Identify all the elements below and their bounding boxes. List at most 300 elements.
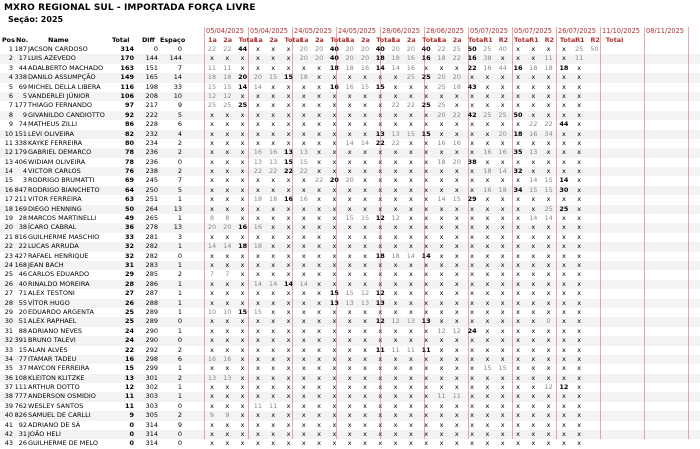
table-row bbox=[0, 101, 700, 110]
score-cell: x bbox=[424, 289, 429, 298]
score-cell: x bbox=[332, 345, 337, 354]
score-cell: 14 bbox=[421, 251, 431, 260]
score-cell: x bbox=[424, 204, 429, 213]
rider-number: 9 bbox=[22, 110, 27, 119]
score-cell: x bbox=[393, 82, 398, 91]
table-row bbox=[0, 392, 700, 401]
pos: 22 bbox=[4, 242, 13, 251]
score-cell: x bbox=[225, 167, 230, 176]
score-cell: x bbox=[531, 138, 536, 147]
score-cell: x bbox=[317, 336, 322, 345]
score-cell: x bbox=[240, 54, 245, 63]
espaco: 1 bbox=[177, 214, 182, 223]
table-row bbox=[0, 308, 700, 317]
score-cell: x bbox=[546, 138, 551, 147]
score-cell: x bbox=[531, 195, 536, 204]
col-total: Total bbox=[112, 36, 130, 44]
score-cell: x bbox=[378, 167, 383, 176]
score-cell: x bbox=[378, 383, 383, 392]
score-cell: x bbox=[255, 289, 260, 298]
score-cell: x bbox=[454, 430, 459, 439]
score-cell: x bbox=[393, 383, 398, 392]
score-cell: x bbox=[531, 289, 536, 298]
round-header: Total bbox=[468, 36, 486, 44]
total-points: 15 bbox=[124, 364, 134, 373]
score-cell: x bbox=[347, 392, 352, 401]
rider-name: WIDIAM OLIVEIRA bbox=[28, 157, 86, 166]
score-cell: x bbox=[485, 223, 490, 232]
score-cell: x bbox=[286, 82, 291, 91]
table-row bbox=[0, 148, 700, 157]
score-cell: x bbox=[408, 439, 413, 448]
rider-name: DANILO ASSUMPÇÃO bbox=[28, 73, 96, 82]
table-row bbox=[0, 242, 700, 251]
score-cell: 29 bbox=[467, 195, 477, 204]
score-cell: x bbox=[210, 204, 214, 213]
table-row bbox=[0, 364, 700, 373]
score-cell: x bbox=[271, 430, 276, 439]
score-cell: x bbox=[393, 430, 398, 439]
total-points: 78 bbox=[124, 157, 134, 166]
rider-name: ADRIANO DE SÁ bbox=[28, 420, 81, 429]
score-cell: 20 bbox=[345, 45, 354, 53]
score-cell: x bbox=[561, 73, 566, 82]
score-cell: x bbox=[317, 251, 322, 260]
score-cell: x bbox=[393, 364, 398, 373]
pos: 13 bbox=[4, 157, 13, 166]
score-cell: x bbox=[225, 232, 230, 241]
score-cell: x bbox=[363, 317, 367, 326]
score-cell: x bbox=[408, 354, 413, 363]
score-cell: x bbox=[424, 411, 429, 420]
score-cell: x bbox=[470, 204, 475, 213]
score-cell: x bbox=[577, 345, 582, 354]
score-cell: x bbox=[546, 430, 551, 439]
score-cell: x bbox=[516, 260, 520, 269]
total-points: 36 bbox=[124, 223, 134, 232]
score-cell: x bbox=[317, 420, 322, 429]
score-cell: x bbox=[347, 101, 352, 110]
espaco: 13 bbox=[173, 204, 182, 213]
score-cell: x bbox=[271, 411, 276, 420]
score-cell: x bbox=[301, 242, 306, 251]
score-cell: x bbox=[577, 270, 582, 279]
score-cell: x bbox=[317, 195, 322, 204]
pos: 39 bbox=[4, 401, 13, 410]
score-cell: x bbox=[561, 345, 566, 354]
date-header: 05/07/2025 bbox=[514, 27, 553, 35]
score-cell: x bbox=[271, 63, 276, 72]
score-cell: 20 bbox=[223, 223, 232, 232]
score-cell: x bbox=[439, 204, 444, 213]
score-cell: x bbox=[439, 120, 444, 129]
score-cell: 25 bbox=[207, 101, 217, 110]
table-row bbox=[0, 205, 700, 214]
score-cell: x bbox=[332, 138, 337, 147]
score-cell: x bbox=[454, 373, 459, 382]
score-cell: x bbox=[516, 204, 520, 213]
column-separator bbox=[556, 27, 557, 439]
score-cell: x bbox=[485, 195, 490, 204]
score-cell: x bbox=[332, 223, 337, 232]
score-cell: 40 bbox=[329, 54, 339, 63]
score-cell: x bbox=[301, 63, 306, 72]
score-cell: x bbox=[301, 307, 306, 316]
score-cell: x bbox=[347, 364, 352, 373]
score-cell: x bbox=[317, 401, 322, 410]
score-cell: x bbox=[408, 214, 413, 223]
pos: 19 bbox=[4, 214, 13, 223]
score-cell: x bbox=[378, 364, 383, 373]
page-header bbox=[0, 0, 700, 24]
score-cell: x bbox=[470, 120, 475, 129]
date-header: 26/07/2025 bbox=[558, 27, 597, 35]
diff: 288 bbox=[145, 298, 158, 307]
score-cell: x bbox=[439, 298, 444, 307]
pos: 10 bbox=[4, 129, 13, 138]
score-cell: x bbox=[271, 364, 276, 373]
rider-name: MATHEUS ZILLI bbox=[28, 120, 77, 129]
score-cell: x bbox=[347, 260, 352, 269]
score-cell: x bbox=[393, 439, 398, 448]
table-row bbox=[0, 411, 700, 420]
score-cell: x bbox=[561, 317, 566, 326]
score-cell: x bbox=[500, 401, 505, 410]
score-cell: x bbox=[393, 270, 398, 279]
pos: 24 bbox=[4, 260, 13, 269]
score-cell: x bbox=[531, 430, 536, 439]
score-cell: x bbox=[210, 138, 214, 147]
score-cell: 10 bbox=[207, 307, 217, 316]
score-cell: x bbox=[561, 157, 566, 166]
score-cell: x bbox=[531, 420, 536, 429]
pos: 36 bbox=[4, 373, 13, 382]
score-cell: x bbox=[301, 373, 306, 382]
score-cell: 13 bbox=[421, 317, 431, 326]
score-cell: 12 bbox=[223, 91, 232, 100]
score-cell: 25 bbox=[544, 204, 553, 213]
score-cell: x bbox=[286, 251, 291, 260]
score-cell: x bbox=[255, 110, 260, 119]
score-cell: x bbox=[577, 176, 582, 185]
score-cell: x bbox=[485, 138, 490, 147]
rider-number: 3 bbox=[22, 176, 27, 185]
score-cell: x bbox=[240, 270, 245, 279]
score-cell: 11 bbox=[544, 54, 553, 63]
table-row bbox=[0, 54, 700, 63]
total-points: 82 bbox=[124, 129, 134, 138]
score-cell: x bbox=[454, 120, 459, 129]
pos: 26 bbox=[4, 279, 13, 288]
score-cell: x bbox=[424, 373, 429, 382]
score-cell: x bbox=[561, 289, 566, 298]
score-cell: 25 bbox=[483, 110, 492, 119]
rider-number: 92 bbox=[18, 420, 27, 429]
score-cell: x bbox=[255, 354, 260, 363]
table-row bbox=[0, 402, 700, 411]
score-cell: x bbox=[301, 336, 306, 345]
score-cell: x bbox=[363, 232, 367, 241]
score-cell: x bbox=[271, 420, 276, 429]
score-cell: x bbox=[485, 298, 490, 307]
table-row bbox=[0, 299, 700, 308]
round-header: R2 bbox=[498, 36, 509, 44]
score-cell: x bbox=[363, 420, 367, 429]
score-cell: x bbox=[332, 260, 337, 269]
score-cell: x bbox=[500, 157, 505, 166]
score-cell: x bbox=[516, 364, 520, 373]
score-cell: x bbox=[240, 195, 245, 204]
date-header: 24/05/2025 bbox=[338, 27, 377, 35]
score-cell: x bbox=[363, 148, 367, 157]
score-cell: 32 bbox=[513, 167, 523, 176]
round-header: Total bbox=[284, 36, 302, 44]
score-cell: x bbox=[347, 148, 352, 157]
score-cell: x bbox=[255, 63, 260, 72]
score-cell: x bbox=[393, 195, 398, 204]
score-cell: x bbox=[347, 270, 352, 279]
diff: 282 bbox=[145, 242, 158, 251]
score-cell: x bbox=[546, 364, 551, 373]
score-cell: x bbox=[332, 204, 337, 213]
score-cell: 20 bbox=[299, 45, 308, 53]
score-cell: 16 bbox=[253, 148, 263, 157]
pos: 15 bbox=[4, 176, 13, 185]
round-header: 1a bbox=[253, 36, 263, 44]
score-cell: x bbox=[439, 411, 444, 420]
rider-number: 31 bbox=[18, 430, 27, 439]
column-separator bbox=[688, 27, 689, 439]
score-cell: x bbox=[470, 185, 475, 194]
score-cell: x bbox=[210, 326, 214, 335]
score-cell: x bbox=[317, 298, 322, 307]
score-cell: x bbox=[210, 110, 214, 119]
score-cell: x bbox=[286, 354, 291, 363]
score-cell: x bbox=[424, 223, 429, 232]
score-cell: x bbox=[393, 120, 398, 129]
score-cell: x bbox=[516, 401, 520, 410]
espaco: 2 bbox=[177, 373, 182, 382]
round-header: Total bbox=[605, 36, 624, 44]
score-cell: x bbox=[347, 232, 352, 241]
score-cell: x bbox=[577, 63, 582, 72]
score-cell: x bbox=[561, 110, 566, 119]
score-cell: x bbox=[561, 392, 566, 401]
score-cell: x bbox=[363, 307, 367, 316]
score-cell: x bbox=[378, 354, 383, 363]
score-cell: x bbox=[516, 270, 520, 279]
round-header: Total bbox=[514, 36, 532, 44]
score-cell: 35 bbox=[513, 148, 523, 157]
score-cell: x bbox=[531, 383, 536, 392]
score-cell: x bbox=[286, 223, 291, 232]
score-cell: x bbox=[577, 120, 582, 129]
espaco: 1 bbox=[177, 289, 182, 298]
date-header: 28/06/2025 bbox=[426, 27, 465, 35]
score-cell: x bbox=[393, 336, 398, 345]
rider-name: GIVANILDO CANDIOTTO bbox=[28, 110, 105, 119]
table-row bbox=[0, 223, 700, 232]
score-cell: x bbox=[317, 110, 322, 119]
score-cell: x bbox=[577, 298, 582, 307]
score-cell: x bbox=[286, 260, 291, 269]
rider-name: VICTOR CARLOS bbox=[28, 167, 81, 176]
score-cell: 18 bbox=[253, 195, 263, 204]
total-points: 106 bbox=[120, 91, 134, 100]
score-cell: x bbox=[286, 317, 291, 326]
rider-name: SAMUEL DE CARLLI bbox=[28, 411, 91, 420]
score-cell: x bbox=[577, 289, 582, 298]
score-cell: x bbox=[500, 82, 505, 91]
diff: 290 bbox=[145, 326, 158, 335]
score-cell: 22 bbox=[269, 167, 278, 176]
rider-number: 108 bbox=[14, 373, 27, 382]
score-cell: x bbox=[332, 101, 337, 110]
score-cell: x bbox=[408, 411, 413, 420]
score-cell: x bbox=[378, 195, 383, 204]
score-cell: x bbox=[546, 101, 551, 110]
rider-name: LEVI OLIVEIRA bbox=[28, 129, 74, 138]
score-cell: x bbox=[485, 120, 490, 129]
espaco: 33 bbox=[173, 82, 182, 91]
score-cell: x bbox=[531, 298, 536, 307]
score-cell: x bbox=[332, 307, 337, 316]
score-cell: x bbox=[485, 326, 490, 335]
diff: 314 bbox=[145, 420, 158, 429]
score-cell: x bbox=[363, 251, 367, 260]
score-cell: x bbox=[240, 110, 245, 119]
table-row bbox=[0, 92, 700, 101]
score-cell: 11 bbox=[207, 63, 217, 72]
table-row bbox=[0, 83, 700, 92]
round-header: Total bbox=[376, 36, 394, 44]
score-cell: x bbox=[546, 91, 551, 100]
score-cell: x bbox=[286, 185, 291, 194]
score-cell: x bbox=[500, 176, 505, 185]
score-cell: x bbox=[454, 260, 459, 269]
score-cell: 22 bbox=[391, 138, 400, 147]
score-cell: x bbox=[255, 336, 260, 345]
score-cell: x bbox=[225, 383, 230, 392]
score-cell: x bbox=[378, 242, 383, 251]
score-cell: x bbox=[301, 214, 306, 223]
rider-name: LUIS AZEVEDO bbox=[28, 54, 76, 63]
table-row bbox=[0, 130, 700, 139]
score-cell: x bbox=[271, 129, 276, 138]
score-cell: x bbox=[240, 430, 245, 439]
score-cell: x bbox=[470, 101, 475, 110]
rider-number: 69 bbox=[18, 82, 27, 91]
pos: 9 bbox=[8, 120, 13, 129]
rider-number: 406 bbox=[14, 157, 27, 166]
score-cell: x bbox=[516, 91, 520, 100]
round-header: Total bbox=[559, 36, 578, 44]
score-cell: x bbox=[408, 167, 413, 176]
score-cell: x bbox=[546, 392, 551, 401]
diff: 151 bbox=[145, 63, 158, 72]
score-cell: x bbox=[317, 430, 322, 439]
score-cell: x bbox=[271, 383, 276, 392]
score-cell: x bbox=[561, 82, 566, 91]
score-cell: x bbox=[546, 289, 551, 298]
score-cell: x bbox=[240, 260, 245, 269]
score-cell: 16 bbox=[283, 195, 294, 204]
score-cell: x bbox=[271, 345, 276, 354]
score-cell: x bbox=[255, 54, 260, 63]
table-row bbox=[0, 383, 700, 392]
score-cell: x bbox=[317, 148, 322, 157]
score-cell: x bbox=[378, 373, 383, 382]
espaco: 14 bbox=[173, 73, 182, 82]
score-cell: 15 bbox=[345, 214, 354, 223]
column-separator bbox=[644, 27, 645, 439]
score-cell: x bbox=[317, 289, 322, 298]
espaco: 1 bbox=[177, 195, 182, 204]
score-cell: 13 bbox=[269, 157, 278, 166]
score-cell: 16 bbox=[406, 54, 416, 63]
column-separator bbox=[292, 27, 293, 439]
score-cell: x bbox=[577, 167, 582, 176]
round-header: R2 bbox=[590, 36, 600, 44]
score-cell: 22 bbox=[437, 45, 446, 53]
score-cell: x bbox=[332, 420, 337, 429]
score-cell: x bbox=[516, 223, 520, 232]
score-cell: x bbox=[577, 110, 582, 119]
score-cell: x bbox=[531, 364, 536, 373]
score-cell: x bbox=[485, 430, 490, 439]
score-cell: x bbox=[255, 373, 260, 382]
score-cell: x bbox=[500, 242, 505, 251]
diff: 314 bbox=[145, 430, 158, 439]
score-cell: x bbox=[439, 270, 444, 279]
score-cell: x bbox=[470, 260, 475, 269]
score-cell: x bbox=[485, 204, 490, 213]
score-cell: x bbox=[485, 317, 490, 326]
score-cell: 7 bbox=[209, 270, 215, 279]
espaco: 2 bbox=[177, 148, 182, 157]
score-cell: x bbox=[363, 345, 367, 354]
score-cell: x bbox=[516, 251, 520, 260]
score-cell: x bbox=[546, 345, 551, 354]
score-cell: 11 bbox=[575, 54, 584, 63]
score-cell: x bbox=[332, 110, 337, 119]
score-cell: x bbox=[271, 54, 276, 63]
score-cell: x bbox=[332, 195, 337, 204]
score-cell: x bbox=[516, 439, 520, 448]
score-cell: x bbox=[363, 354, 367, 363]
score-cell: 40 bbox=[375, 45, 385, 53]
diff: 238 bbox=[145, 167, 158, 176]
score-cell: x bbox=[347, 167, 352, 176]
score-cell: x bbox=[378, 91, 383, 100]
score-cell: x bbox=[271, 185, 276, 194]
score-cell: x bbox=[531, 439, 536, 448]
table-row bbox=[0, 289, 700, 298]
score-cell: x bbox=[439, 373, 444, 382]
rider-number: 169 bbox=[14, 204, 27, 213]
score-cell: x bbox=[454, 91, 459, 100]
score-cell: 16 bbox=[437, 138, 446, 147]
score-cell: x bbox=[516, 54, 520, 63]
score-cell: 13 bbox=[283, 148, 294, 157]
score-cell: x bbox=[516, 298, 520, 307]
score-cell: 16 bbox=[299, 195, 308, 204]
score-cell: x bbox=[500, 345, 505, 354]
rider-number: 38 bbox=[18, 223, 27, 232]
score-cell: 38 bbox=[467, 157, 477, 166]
col-diff: Diff bbox=[142, 36, 155, 44]
score-cell: 18 bbox=[498, 185, 507, 194]
